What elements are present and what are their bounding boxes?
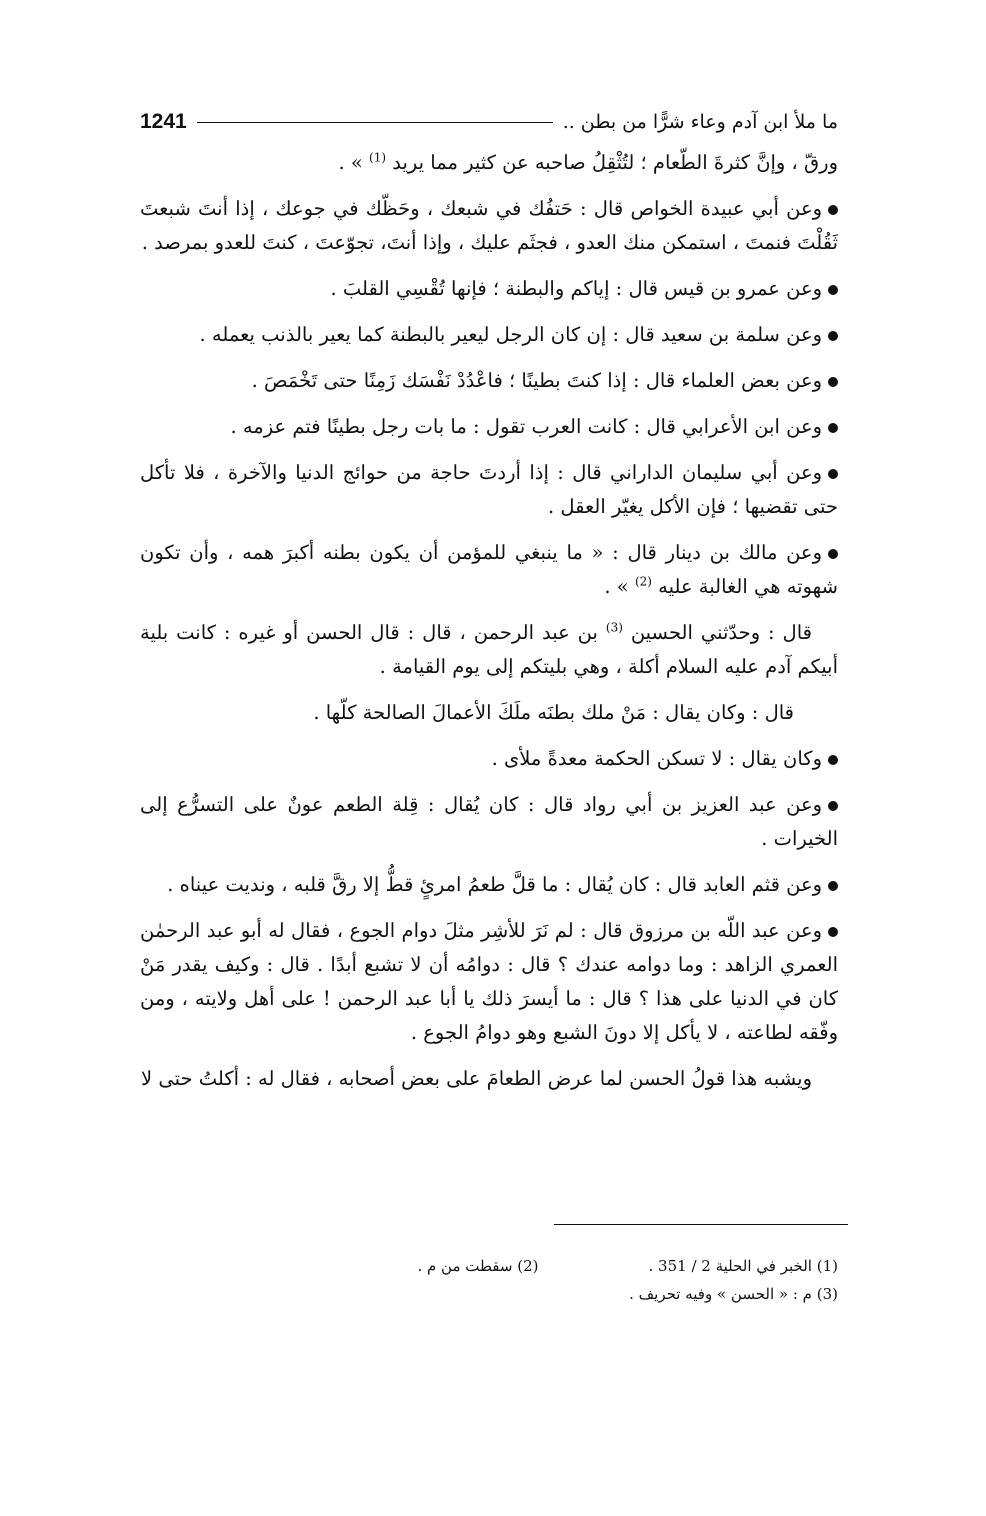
- footnote-row: [140, 1252, 838, 1280]
- footnote-ref: (1): [369, 150, 387, 165]
- paragraph-text: وعن أبي سليمان الداراني قال : إذا أردتَ حاجة من حوائج الدنيا والآخرة ، فلا تأكل حتى تقضيها ؛ فإن الأكل يغيّر العقل .: [140, 461, 838, 518]
- paragraph-text: وعن مالك بن دينار قال : « ما ينبغي للمؤمن أن يكون بطنه أكبرَ همه ، وأن تكون شهوته هي الغالبة عليه: [140, 541, 838, 598]
- paragraph: [140, 914, 838, 1050]
- bullet-icon: [828, 801, 838, 811]
- paragraph: [140, 318, 838, 352]
- footnote-1: (1) الخبر في الحلية 2 / 351 .: [648, 1257, 838, 1275]
- paragraph-text-tail: » .: [338, 151, 370, 174]
- footnote-ref: (3): [605, 620, 623, 635]
- bullet-icon: [828, 469, 838, 479]
- paragraph-text: وعن سلمة بن سعيد قال : إن كان الرجل ليعير بالبطنة كما يعير بالذنب يعمله .: [199, 323, 822, 346]
- paragraph: [140, 364, 838, 398]
- paragraph-text: وكان يقال : لا تسكن الحكمة معدةً ملأى .: [491, 747, 822, 770]
- paragraph-text: وعن ابن الأعرابي قال : كانت العرب تقول : ما بات رجل بطينًا فتم عزمه .: [230, 415, 822, 438]
- paragraph: [140, 868, 838, 902]
- page-number: 1241: [140, 110, 187, 133]
- bullet-icon: [828, 755, 838, 765]
- paragraph: [140, 696, 838, 730]
- bullet-icon: [828, 927, 838, 937]
- paragraph: [140, 616, 838, 684]
- footnotes: [140, 1252, 838, 1308]
- footnote-separator: [554, 1224, 848, 1225]
- paragraph-text: ويشبه هذا قولُ الحسن لما عرض الطعامَ على بعض أصحابه ، فقال له : أكلتُ حتى لا: [141, 1067, 812, 1090]
- paragraph-text: وعن عبد العزيز بن أبي رواد قال : كان يُقال : قِلة الطعم عونٌ على التسرُّع إلى الخيرات .: [140, 793, 838, 850]
- paragraph-text: وعن قثم العابد قال : كان يُقال : ما قلَّ طعمُ امرئٍ قطُّ إلا رقَّ قلبه ، ونديت عيناه .: [167, 873, 822, 896]
- footnote-row: [140, 1280, 838, 1308]
- paragraph: [140, 410, 838, 444]
- paragraph: [140, 272, 838, 306]
- bullet-icon: [828, 377, 838, 387]
- bullet-icon: [828, 331, 838, 341]
- footnote-3: (3) م : « الحسن » وفيه تحريف .: [629, 1285, 838, 1303]
- paragraph: [140, 192, 838, 260]
- bullet-icon: [828, 881, 838, 891]
- paragraph-text: وعن عمرو بن قيس قال : إياكم والبطنة ؛ فإنها تُقْسِي القلبَ .: [330, 277, 822, 300]
- paragraph: [140, 456, 838, 524]
- paragraph-text: وعن أبي عبيدة الخواص قال : حَتفُك في شبعك ، وحَظّك في جوعك ، إذا أنتَ شبعتَ ثَقُلْتَ فنمتَ ، استمكن منك العدو ، فجثَم عليك ، وإذا أنتَ، تجوّعتَ ، كنتَ للعدو بمرصد .: [140, 197, 838, 254]
- paragraph: [140, 788, 838, 856]
- paragraph-text-tail: بن عبد الرحمن ، قال : قال الحسن أو غيره : كانت بلية أبيكم آدم عليه السلام أكلة ، وهي بليتكم إلى يوم القيامة .: [140, 621, 838, 678]
- paragraph: [140, 742, 838, 776]
- page-header: [140, 104, 838, 140]
- paragraph-text: ورقّ ، وإنَّ كثرةَ الطّعام ؛ لتُثْقِلُ صاحبه عن كثير مما يريد: [392, 151, 838, 174]
- paragraph: [140, 536, 838, 604]
- paragraph: [140, 146, 838, 180]
- main-text: [140, 146, 838, 1108]
- running-title: ما ملأ ابن آدم وعاء شرًّا من بطن ..: [562, 111, 838, 133]
- footnote-ref: (2): [634, 574, 652, 589]
- header-rule: [197, 122, 553, 123]
- footnote-2: (2) سقطت من م .: [417, 1257, 539, 1275]
- paragraph-text: قال : وكان يقال : مَنْ ملك بطنَه ملَكَ الأعمالَ الصالحة كلّها .: [313, 701, 794, 724]
- bullet-icon: [828, 423, 838, 433]
- bullet-icon: [828, 285, 838, 295]
- paragraph-text: قال : وحدّثني الحسين: [630, 621, 812, 644]
- paragraph-text-tail: » .: [604, 575, 635, 598]
- paragraph: [140, 1062, 838, 1096]
- bullet-icon: [828, 549, 838, 559]
- bullet-icon: [828, 205, 838, 215]
- paragraph-text: وعن عبد اللّه بن مرزوق قال : لم نَرَ للأشِر مثلَ دوام الجوع ، فقال له أبو عبد الرحمٰن العمري الزاهد : وما دوامه عندك ؟ قال : دوامُه أن لا تشبع أبدًا . قال : وكيف يقدر مَنْ كان في الدنيا على هذا ؟ قال : ما أيسرَ ذلك يا أبا عبد الرحمن ! على أهل ولايته ، ومن وفّقه لطاعته ، لا يأكل إلا دونَ الشبع وهو دوامُ الجوع .: [140, 919, 838, 1044]
- paragraph-text: وعن بعض العلماء قال : إذا كنتَ بطينًا ؛ فاعْدُدْ نَفْسَك زَمِنًا حتى تَخْمَصَ .: [251, 369, 822, 392]
